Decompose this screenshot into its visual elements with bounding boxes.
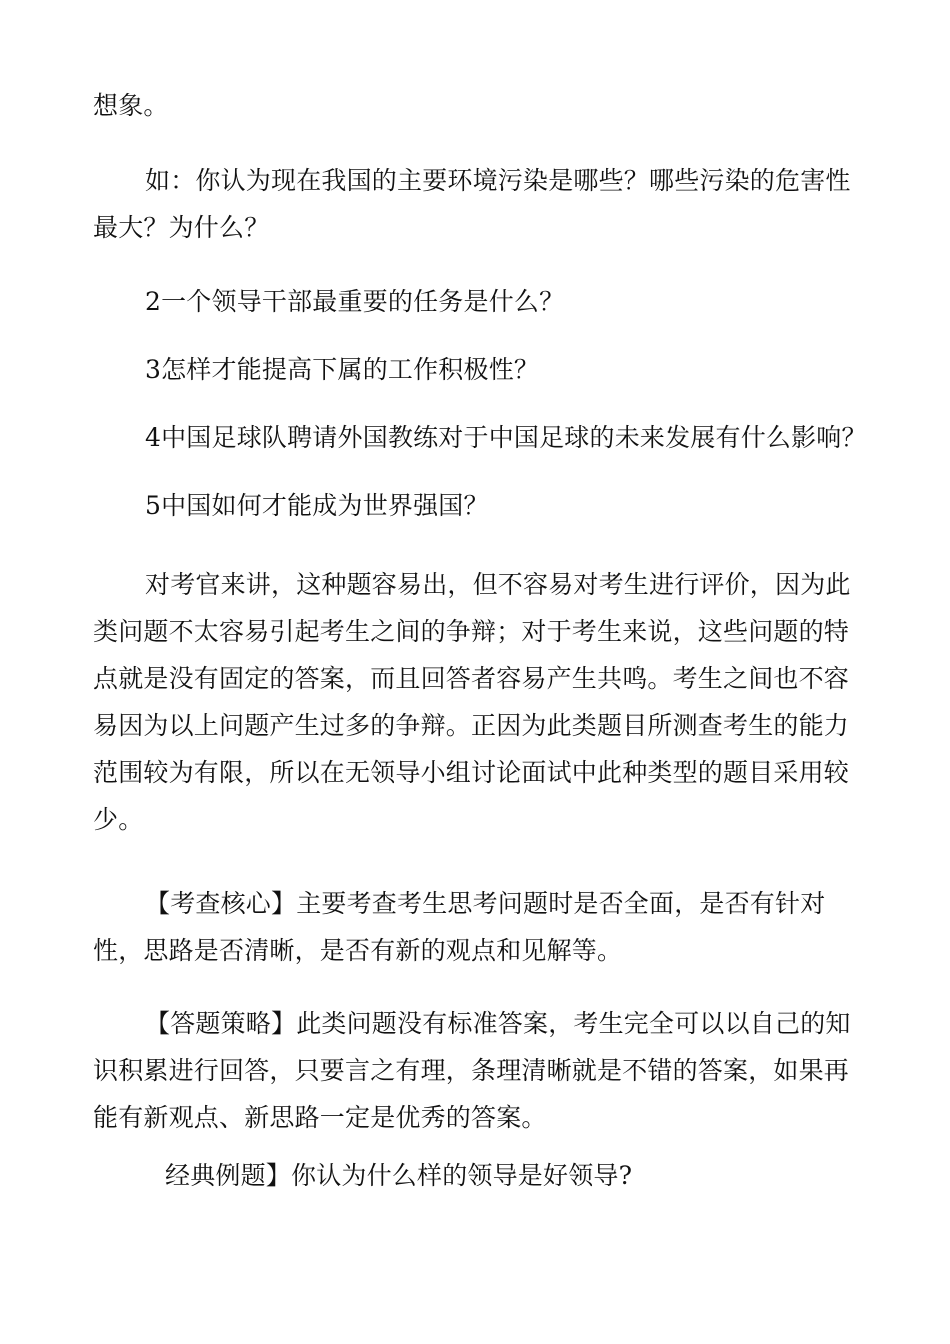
list-item-question-5: 5中国如何才能成为世界强国？ <box>145 491 489 520</box>
list-item-question-4: 4中国足球队聘请外国教练对于中国足球的未来发展有什么影响？ <box>145 423 867 452</box>
paragraph-answer-strategy: 【答题策略】此类问题没有标准答案，考生完全可以以自己的知识积累进行回答，只要言之有理，条理清晰就是不错的答案，如果再能有新观点、新思路一定是优秀的答案。 <box>93 1009 851 1132</box>
list-item-question-2: 2一个领导干部最重要的任务是什么？ <box>145 287 565 316</box>
paragraph-example-question: 如：你认为现在我国的主要环境污染是哪些？哪些污染的危害性最大？为什么？ <box>93 166 851 242</box>
list-item-question-3: 3怎样才能提高下属的工作积极性？ <box>145 355 540 384</box>
paragraph-explanation: 对考官来讲，这种题容易出，但不容易对考生进行评价，因为此类问题不太容易引起考生之间的争辩；对于考生来说，这些问题的特点就是没有固定的答案，而且回答者容易产生共鸣。考生之间也不容易因为以上问题产生过多的争辩。正因为此类题目所测查考生的能力范围较为有限，所以在无领导小组讨论面试中此种类型的题目采用较少。 <box>93 570 851 834</box>
paragraph-continuation: 想象。 <box>93 91 169 120</box>
paragraph-assessment-core: 【考查核心】主要考查考生思考问题时是否全面，是否有针对性，思路是否清晰，是否有新的观点和见解等。 <box>93 889 826 965</box>
paragraph-classic-example: 经典例题】你认为什么样的领导是好领导? <box>165 1161 633 1190</box>
